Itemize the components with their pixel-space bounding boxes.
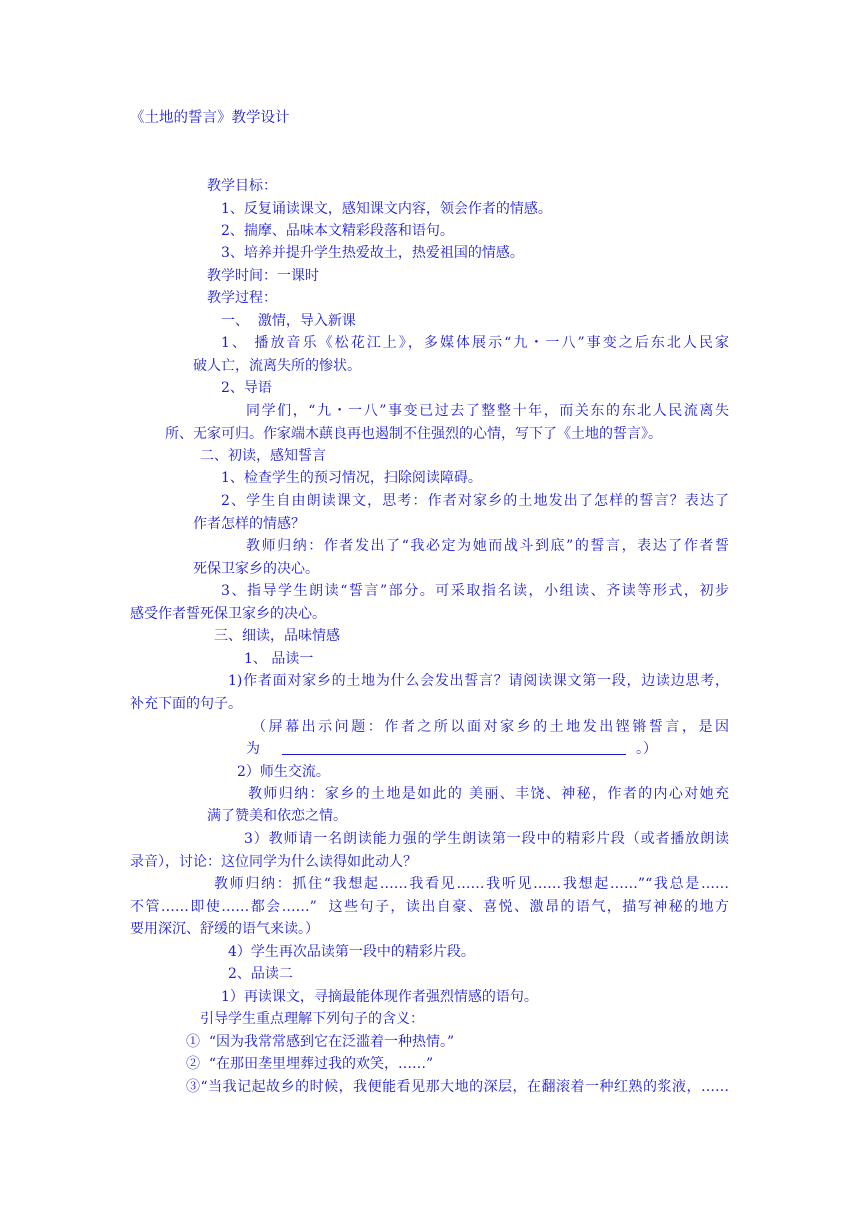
paragraph-line: 教师归纳：作者发出了“我必定为她而战斗到底”的誓言，表达了作者誓 xyxy=(246,538,729,554)
paragraph-line: 3）教师请一名朗读能力强的学生朗读第一段中的精彩片段（或者播放朗读 xyxy=(244,831,729,847)
paragraph-line: 1、 播放音乐《松花江上》，多媒体展示“九・一八”事变之后东北人民家 xyxy=(221,335,729,351)
paragraph-line: 1、检查学生的预习情况，扫除阅读障碍。 xyxy=(221,470,482,486)
paragraph-line: 要用深沉、舒缓的语气来读。） xyxy=(130,921,319,937)
subsection-heading: 2、导语 xyxy=(221,380,272,396)
paragraph-line: 死保卫家乡的决心。 xyxy=(193,561,319,577)
paragraph-line: 3、指导学生朗读“誓言”部分。可采取指名读，小组读、齐读等形式，初步 xyxy=(221,583,729,599)
answer-blank xyxy=(282,740,626,755)
goal-3: 3、培养并提升学生热爱故土，热爱祖国的情感。 xyxy=(221,245,524,261)
paragraph-line: 感受作者誓死保卫家乡的决心。 xyxy=(130,606,326,622)
paragraph-line: 同学们，“九・一八”事变已过去了整整十年，而关东的东北人民流离失 xyxy=(246,403,729,419)
document-title: 《土地的誓言》教学设计 xyxy=(130,110,290,126)
fill-in-suffix: 。） xyxy=(636,741,657,757)
subsection-heading: 1、 品读一 xyxy=(244,651,314,667)
goals-heading: 教学目标： xyxy=(207,178,277,194)
fill-in-line xyxy=(246,739,657,759)
paragraph-line: 教师归纳：家乡的土地是如此的 美丽、丰饶、神秘，作者的内心对她充 xyxy=(248,786,729,802)
paragraph-line: 满了赞美和依恋之情。 xyxy=(207,808,347,824)
paragraph-line: 2）师生交流。 xyxy=(237,764,330,780)
quote-item: ② “在那田垄里埋葬过我的欢笑，……” xyxy=(186,1056,434,1072)
paragraph-line: 1）再读课文，寻摘最能体现作者强烈情感的语句。 xyxy=(221,989,538,1005)
process-heading: 教学过程： xyxy=(207,290,277,306)
paragraph-line: 录音），讨论：这位同学为什么读得如此动人？ xyxy=(130,854,417,870)
paragraph-line: 1)作者面对家乡的土地为什么会发出誓言？请阅读课文第一段，边读边思考， xyxy=(228,673,729,689)
goal-1: 1、反复诵读课文，感知课文内容，领会作者的情感。 xyxy=(221,201,552,217)
quote-item: ① “因为我常常感到它在泛滥着一种热情。” xyxy=(186,1034,455,1050)
paragraph-line: 不管……即使……都会……” 这些句子，读出自豪、喜悦、激昂的语气，描写神秘的地方 xyxy=(130,899,729,915)
teaching-time: 教学时间：一课时 xyxy=(207,268,319,284)
paragraph-line: 作者怎样的情感？ xyxy=(193,516,305,532)
paragraph-line: 破人亡，流离失所的惨状。 xyxy=(193,358,361,374)
section-2-heading: 二、初读，感知誓言 xyxy=(200,448,326,464)
paragraph-line: 补充下面的句子。 xyxy=(130,696,242,712)
goal-2: 2、揣摩、品味本文精彩段落和语句。 xyxy=(221,223,454,239)
paragraph-line: 2、学生自由朗读课文，思考：作者对家乡的土地发出了怎样的誓言？表达了 xyxy=(221,493,729,509)
paragraph-line: 引导学生重点理解下列句子的含义： xyxy=(200,1011,424,1027)
section-1-heading: 一、 激情，导入新课 xyxy=(221,313,356,329)
fill-in-prefix: 为 xyxy=(246,741,260,757)
paragraph-line: 教师归纳：抓住“我想起……我看见……我听见……我想起……”“我总是…… xyxy=(214,876,729,892)
quote-item: ③“当我记起故乡的时候，我便能看见那大地的深层，在翻滚着一种红熟的浆液，…… xyxy=(186,1079,729,1095)
section-3-heading: 三、细读，品味情感 xyxy=(214,628,340,644)
paragraph-line: 4）学生再次品读第一段中的精彩片段。 xyxy=(228,944,475,960)
paragraph-line: 所、无家可归。作家端木蕻良再也遏制不住强烈的心情，写下了《土地的誓言》。 xyxy=(165,426,662,442)
paragraph-line: （屏幕出示问题：作者之所以面对家乡的土地发出铿锵誓言，是因 xyxy=(252,719,729,735)
subsection-heading: 2、品读二 xyxy=(228,966,293,982)
